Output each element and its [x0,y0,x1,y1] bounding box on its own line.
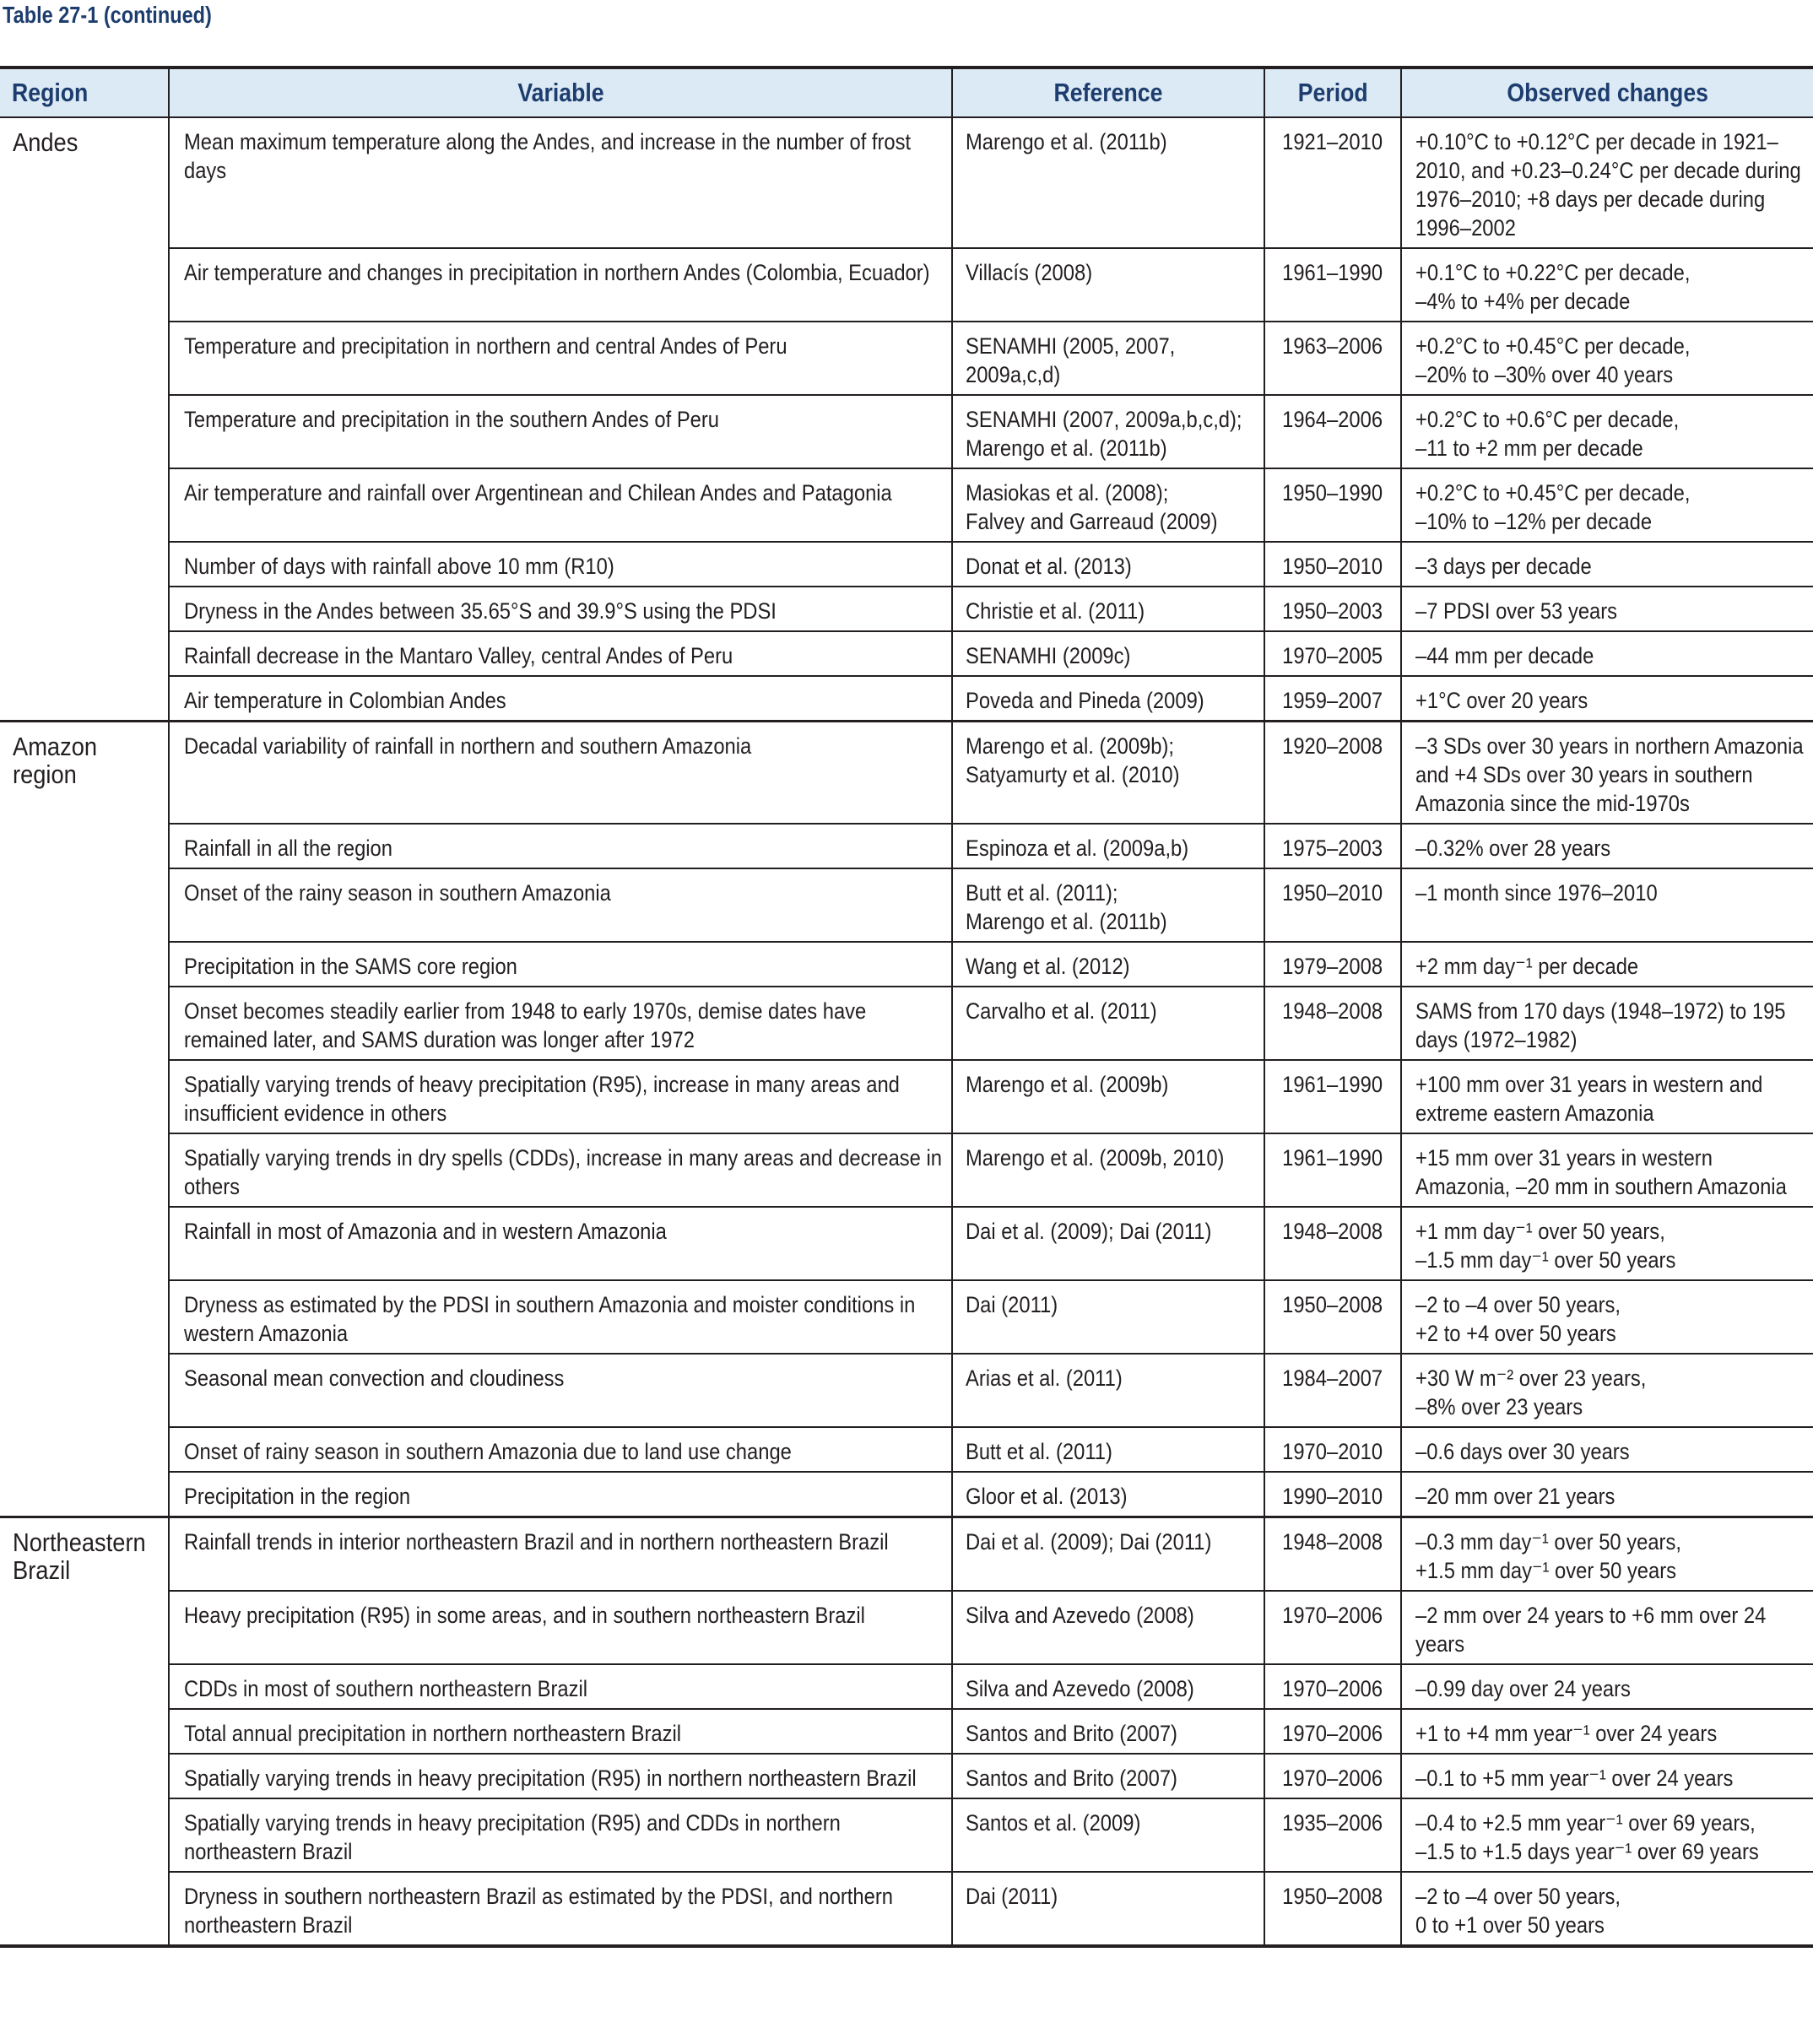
cell-variable-text: Mean maximum temperature along the Andes, and increase in the number of frost days [184,129,912,183]
cell-period [1264,1664,1401,1709]
cell-period [1264,1754,1401,1798]
table-row [0,676,1813,722]
cell-period-text: 1950–2010 [1282,880,1383,906]
cell-variable-text: Heavy precipitation (R95) in some areas, and in southern northeastern Brazil [184,1603,865,1628]
header-observed-changes: Observed changes [1401,68,1813,117]
cell-variable [169,117,952,248]
cell-variable [169,468,952,542]
cell-observed-changes [1401,1798,1813,1872]
cell-period [1264,987,1401,1060]
cell-variable-text: Temperature and precipitation in northern and central Andes of Peru [184,333,787,359]
cell-period-text: 1948–2008 [1282,1219,1383,1244]
table-row [0,1517,1813,1592]
cell-reference [952,676,1264,722]
cell-variable [169,395,952,468]
cell-period-text: 1950–1990 [1282,480,1383,506]
cell-reference [952,1754,1264,1798]
table-row [0,1427,1813,1472]
cell-variable [169,824,952,868]
cell-observed-changes [1401,987,1813,1060]
cell-reference-text: Silva and Azevedo (2008) [966,1676,1194,1701]
cell-reference-text: Santos et al. (2009) [966,1810,1141,1836]
table-row [0,322,1813,395]
cell-reference-text: SENAMHI (2009c) [966,643,1131,668]
cell-reference-text: Marengo et al. (2009b); Satyamurty et al. (2010) [966,733,1180,787]
cell-reference-text: SENAMHI (2005, 2007, 2009a,c,d) [966,333,1176,387]
cell-observed-changes-text: –0.6 days over 30 years [1415,1439,1630,1464]
cell-observed-changes-text: +0.2°C to +0.45°C per decade, –20% to –30% over 40 years [1415,333,1691,387]
cell-reference-text: Marengo et al. (2011b) [966,129,1167,154]
cell-observed-changes [1401,542,1813,587]
cell-observed-changes-text: –0.3 mm day⁻¹ over 50 years, +1.5 mm day⁻¹ over 50 years [1415,1529,1681,1583]
header-region: Region [0,68,169,117]
cell-variable-text: Onset of the rainy season in southern Amazonia [184,880,611,906]
cell-observed-changes [1401,1754,1813,1798]
cell-observed-changes [1401,1207,1813,1280]
cell-observed-changes [1401,1060,1813,1133]
cell-observed-changes-text: +1°C over 20 years [1415,688,1588,713]
cell-period [1264,676,1401,722]
table-row [0,1798,1813,1872]
table-row [0,248,1813,322]
cell-observed-changes [1401,942,1813,987]
cell-reference [952,1664,1264,1709]
cell-reference-text: Donat et al. (2013) [966,554,1132,579]
cell-variable-text: Air temperature in Colombian Andes [184,688,506,713]
cell-period [1264,1472,1401,1517]
cell-variable-text: Spatially varying trends in heavy precipitation (R95) in northern northeastern Brazil [184,1766,917,1791]
cell-observed-changes-text: –2 to –4 over 50 years, +2 to +4 over 50 years [1415,1292,1621,1346]
cell-observed-changes [1401,1354,1813,1427]
cell-period [1264,1133,1401,1207]
cell-period [1264,1207,1401,1280]
cell-observed-changes-text: –3 SDs over 30 years in northern Amazonia and +4 SDs over 30 years in southern Amazonia since the mid-1970s [1415,733,1804,816]
cell-observed-changes [1401,1133,1813,1207]
cell-period [1264,322,1401,395]
cell-observed-changes-text: +1 to +4 mm year⁻¹ over 24 years [1415,1721,1718,1746]
cell-period-text: 1948–2008 [1282,998,1383,1024]
table-row [0,631,1813,676]
cell-period [1264,824,1401,868]
cell-period [1264,631,1401,676]
cell-observed-changes-text: –0.4 to +2.5 mm year⁻¹ over 69 years, –1.5 to +1.5 days year⁻¹ over 69 years [1415,1810,1759,1864]
cell-period [1264,1709,1401,1754]
cell-period [1264,395,1401,468]
cell-observed-changes-text: –20 mm over 21 years [1415,1484,1615,1509]
region-label: Northeastern Brazil [13,1528,146,1585]
cell-period [1264,1280,1401,1354]
cell-period [1264,1591,1401,1664]
cell-period-text: 1948–2008 [1282,1529,1383,1555]
cell-variable [169,1133,952,1207]
table-body [0,117,1813,1946]
cell-reference [952,942,1264,987]
table-row [0,1060,1813,1133]
cell-period-text: 1961–1990 [1282,260,1383,285]
table-row [0,542,1813,587]
cell-period-text: 1990–2010 [1282,1484,1383,1509]
cell-reference [952,1591,1264,1664]
cell-variable-text: Spatially varying trends in heavy precipitation (R95) and CDDs in northern northeastern Brazil [184,1810,841,1864]
cell-period-text: 1979–2008 [1282,954,1383,979]
cell-observed-changes-text: –3 days per decade [1415,554,1592,579]
cell-period-text: 1959–2007 [1282,688,1383,713]
cell-reference [952,1354,1264,1427]
cell-variable [169,1060,952,1133]
cell-reference [952,395,1264,468]
cell-reference [952,1280,1264,1354]
header-variable: Variable [169,68,952,117]
cell-reference-text: Christie et al. (2011) [966,598,1145,624]
cell-reference [952,322,1264,395]
table-caption: Table 27-1 (continued) [3,2,212,28]
cell-variable-text: Total annual precipitation in northern northeastern Brazil [184,1721,682,1746]
cell-variable [169,248,952,322]
cell-reference [952,587,1264,631]
cell-observed-changes-text: +0.10°C to +0.12°C per decade in 1921–2010, and +0.23–0.24°C per decade during 1976–2010; +8 days per decade during 1996–2002 [1415,129,1801,241]
table-row [0,468,1813,542]
cell-period [1264,1872,1401,1946]
cell-observed-changes [1401,676,1813,722]
cell-observed-changes [1401,1517,1813,1592]
cell-reference-text: Silva and Azevedo (2008) [966,1603,1194,1628]
cell-variable [169,722,952,825]
cell-reference [952,987,1264,1060]
cell-observed-changes [1401,1664,1813,1709]
cell-period-text: 1950–2008 [1282,1292,1383,1317]
cell-observed-changes-text: +15 mm over 31 years in western Amazonia, –20 mm in southern Amazonia [1415,1145,1787,1199]
cell-variable [169,942,952,987]
cell-variable-text: Rainfall decrease in the Mantaro Valley, central Andes of Peru [184,643,733,668]
cell-variable-text: Dryness in southern northeastern Brazil as estimated by the PDSI, and northern northeastern Brazil [184,1884,893,1938]
cell-reference-text: Marengo et al. (2009b) [966,1072,1169,1097]
cell-reference [952,468,1264,542]
cell-observed-changes [1401,1709,1813,1754]
cell-observed-changes [1401,117,1813,248]
cell-reference-text: Santos and Brito (2007) [966,1766,1177,1791]
cell-reference [952,868,1264,942]
cell-period-text: 1950–2010 [1282,554,1383,579]
cell-period [1264,542,1401,587]
table-row [0,1280,1813,1354]
table-row [0,1591,1813,1664]
cell-period [1264,1427,1401,1472]
cell-reference-text: Dai (2011) [966,1884,1058,1909]
cell-variable-text: Onset of rainy season in southern Amazonia due to land use change [184,1439,792,1464]
cell-variable [169,987,952,1060]
cell-period [1264,868,1401,942]
table-row [0,1709,1813,1754]
cell-variable [169,1754,952,1798]
cell-observed-changes [1401,395,1813,468]
cell-region [0,1517,169,1947]
cell-reference-text: Marengo et al. (2009b, 2010) [966,1145,1225,1171]
region-label: Andes [13,127,78,157]
cell-reference-text: Santos and Brito (2007) [966,1721,1177,1746]
cell-observed-changes [1401,868,1813,942]
cell-region [0,722,169,1517]
table-row [0,1207,1813,1280]
header-reference: Reference [952,68,1264,117]
table-row [0,1472,1813,1517]
observed-changes-table [0,66,1813,1948]
cell-period-text: 1970–2006 [1282,1603,1383,1628]
cell-reference-text: Espinoza et al. (2009a,b) [966,835,1189,861]
cell-period [1264,1060,1401,1133]
cell-reference [952,117,1264,248]
cell-period-text: 1970–2005 [1282,643,1383,668]
cell-variable-text: Air temperature and changes in precipitation in northern Andes (Colombia, Ecuador) [184,260,930,285]
cell-period-text: 1961–1990 [1282,1145,1383,1171]
cell-period-text: 1920–2008 [1282,733,1383,759]
cell-observed-changes [1401,322,1813,395]
cell-reference-text: Gloor et al. (2013) [966,1484,1128,1509]
cell-variable [169,1427,952,1472]
cell-variable [169,868,952,942]
cell-reference [952,1872,1264,1946]
cell-observed-changes [1401,1872,1813,1946]
cell-variable-text: Air temperature and rainfall over Argentinean and Chilean Andes and Patagonia [184,480,892,506]
cell-observed-changes [1401,1427,1813,1472]
cell-reference-text: Dai et al. (2009); Dai (2011) [966,1219,1212,1244]
cell-reference-text: Dai (2011) [966,1292,1058,1317]
cell-variable-text: Dryness as estimated by the PDSI in southern Amazonia and moister conditions in western Amazonia [184,1292,916,1346]
table-row [0,587,1813,631]
table-row [0,1872,1813,1946]
table-row [0,824,1813,868]
cell-variable-text: Precipitation in the SAMS core region [184,954,517,979]
cell-period-text: 1970–2006 [1282,1676,1383,1701]
cell-reference [952,722,1264,825]
cell-observed-changes [1401,824,1813,868]
cell-variable [169,631,952,676]
cell-period [1264,248,1401,322]
cell-region [0,117,169,722]
table-row [0,1664,1813,1709]
cell-observed-changes-text: –0.99 day over 24 years [1415,1676,1631,1701]
cell-variable [169,1472,952,1517]
cell-variable-text: CDDs in most of southern northeastern Brazil [184,1676,588,1701]
cell-observed-changes-text: –0.32% over 28 years [1415,835,1611,861]
cell-reference-text: Butt et al. (2011); Marengo et al. (2011b) [966,880,1167,934]
cell-variable-text: Number of days with rainfall above 10 mm (R10) [184,554,614,579]
cell-variable-text: Temperature and precipitation in the southern Andes of Peru [184,407,720,432]
cell-reference [952,631,1264,676]
header-period: Period [1264,68,1401,117]
cell-variable [169,542,952,587]
cell-observed-changes-text: +0.2°C to +0.6°C per decade, –11 to +2 mm per decade [1415,407,1680,461]
cell-variable [169,1664,952,1709]
cell-variable [169,1280,952,1354]
cell-reference-text: Butt et al. (2011) [966,1439,1112,1464]
cell-reference [952,1427,1264,1472]
cell-reference [952,542,1264,587]
cell-observed-changes [1401,1280,1813,1354]
cell-variable [169,1354,952,1427]
cell-variable [169,1591,952,1664]
cell-period-text: 1970–2006 [1282,1721,1383,1746]
cell-reference-text: SENAMHI (2007, 2009a,b,c,d); Marengo et al. (2011b) [966,407,1242,461]
cell-reference [952,1207,1264,1280]
cell-reference-text: Wang et al. (2012) [966,954,1130,979]
cell-reference [952,1133,1264,1207]
cell-reference [952,824,1264,868]
cell-period [1264,117,1401,248]
cell-variable [169,1709,952,1754]
cell-observed-changes [1401,722,1813,825]
table-row [0,117,1813,248]
cell-reference [952,1472,1264,1517]
cell-observed-changes [1401,1472,1813,1517]
table-row [0,1133,1813,1207]
cell-observed-changes-text: +1 mm day⁻¹ over 50 years, –1.5 mm day⁻¹ over 50 years [1415,1219,1676,1273]
cell-variable-text: Spatially varying trends of heavy precipitation (R95), increase in many areas and insufficient evidence in others [184,1072,900,1126]
cell-period [1264,1798,1401,1872]
cell-reference [952,1060,1264,1133]
cell-variable [169,1872,952,1946]
cell-variable-text: Onset becomes steadily earlier from 1948 to early 1970s, demise dates have remained later, and SAMS duration was longer after 1972 [184,998,867,1052]
table-row [0,868,1813,942]
cell-reference [952,248,1264,322]
cell-period-text: 1961–1990 [1282,1072,1383,1097]
cell-observed-changes-text: –0.1 to +5 mm year⁻¹ over 24 years [1415,1766,1734,1791]
cell-observed-changes [1401,468,1813,542]
cell-period-text: 1935–2006 [1282,1810,1383,1836]
cell-variable-text: Rainfall in all the region [184,835,392,861]
cell-variable-text: Dryness in the Andes between 35.65°S and 39.9°S using the PDSI [184,598,777,624]
table-row [0,942,1813,987]
cell-period-text: 1970–2010 [1282,1439,1383,1464]
cell-variable [169,1517,952,1592]
cell-period [1264,1354,1401,1427]
region-label: Amazon region [13,732,98,789]
cell-variable-text: Seasonal mean convection and cloudiness [184,1365,565,1391]
cell-observed-changes-text: –7 PDSI over 53 years [1415,598,1618,624]
cell-period [1264,942,1401,987]
cell-variable [169,1798,952,1872]
cell-period [1264,468,1401,542]
table-row [0,395,1813,468]
cell-observed-changes [1401,248,1813,322]
cell-variable [169,1207,952,1280]
cell-observed-changes-text: –44 mm per decade [1415,643,1594,668]
cell-reference-text: Poveda and Pineda (2009) [966,688,1204,713]
cell-period [1264,1517,1401,1592]
cell-observed-changes-text: +2 mm day⁻¹ per decade [1415,954,1639,979]
cell-observed-changes [1401,631,1813,676]
cell-period [1264,722,1401,825]
cell-variable-text: Rainfall in most of Amazonia and in western Amazonia [184,1219,667,1244]
cell-period-text: 1950–2008 [1282,1884,1383,1909]
cell-period-text: 1975–2003 [1282,835,1383,861]
cell-reference-text: Villacís (2008) [966,260,1093,285]
cell-observed-changes [1401,587,1813,631]
cell-observed-changes [1401,1591,1813,1664]
cell-observed-changes-text: +0.2°C to +0.45°C per decade, –10% to –12% per decade [1415,480,1691,534]
header-row [0,68,1813,117]
cell-observed-changes-text: +0.1°C to +0.22°C per decade, –4% to +4% per decade [1415,260,1691,314]
cell-reference-text: Carvalho et al. (2011) [966,998,1157,1024]
cell-period-text: 1970–2006 [1282,1766,1383,1791]
table-row [0,722,1813,825]
cell-period-text: 1984–2007 [1282,1365,1383,1391]
cell-variable-text: Decadal variability of rainfall in northern and southern Amazonia [184,733,752,759]
cell-observed-changes-text: –2 mm over 24 years to +6 mm over 24 years [1415,1603,1767,1657]
cell-variable [169,587,952,631]
cell-variable [169,676,952,722]
cell-reference [952,1709,1264,1754]
cell-variable-text: Rainfall trends in interior northeastern Brazil and in northern northeastern Brazil [184,1529,889,1555]
cell-period-text: 1921–2010 [1282,129,1383,154]
table-row [0,987,1813,1060]
cell-reference [952,1517,1264,1592]
cell-reference-text: Dai et al. (2009); Dai (2011) [966,1529,1212,1555]
cell-period [1264,587,1401,631]
cell-period-text: 1964–2006 [1282,407,1383,432]
cell-period-text: 1950–2003 [1282,598,1383,624]
cell-variable-text: Precipitation in the region [184,1484,411,1509]
cell-variable [169,322,952,395]
cell-observed-changes-text: –1 month since 1976–2010 [1415,880,1658,906]
cell-reference [952,1798,1264,1872]
table-row [0,1754,1813,1798]
cell-observed-changes-text: +100 mm over 31 years in western and extreme eastern Amazonia [1415,1072,1763,1126]
cell-observed-changes-text: +30 W m⁻² over 23 years, –8% over 23 years [1415,1365,1647,1419]
cell-reference-text: Arias et al. (2011) [966,1365,1123,1391]
cell-variable-text: Spatially varying trends in dry spells (CDDs), increase in many areas and decrease in others [184,1145,942,1199]
cell-observed-changes-text: SAMS from 170 days (1948–1972) to 195 days (1972–1982) [1415,998,1786,1052]
cell-reference-text: Masiokas et al. (2008); Falvey and Garreaud (2009) [966,480,1218,534]
cell-period-text: 1963–2006 [1282,333,1383,359]
cell-observed-changes-text: –2 to –4 over 50 years, 0 to +1 over 50 years [1415,1884,1621,1938]
table-row [0,1354,1813,1427]
